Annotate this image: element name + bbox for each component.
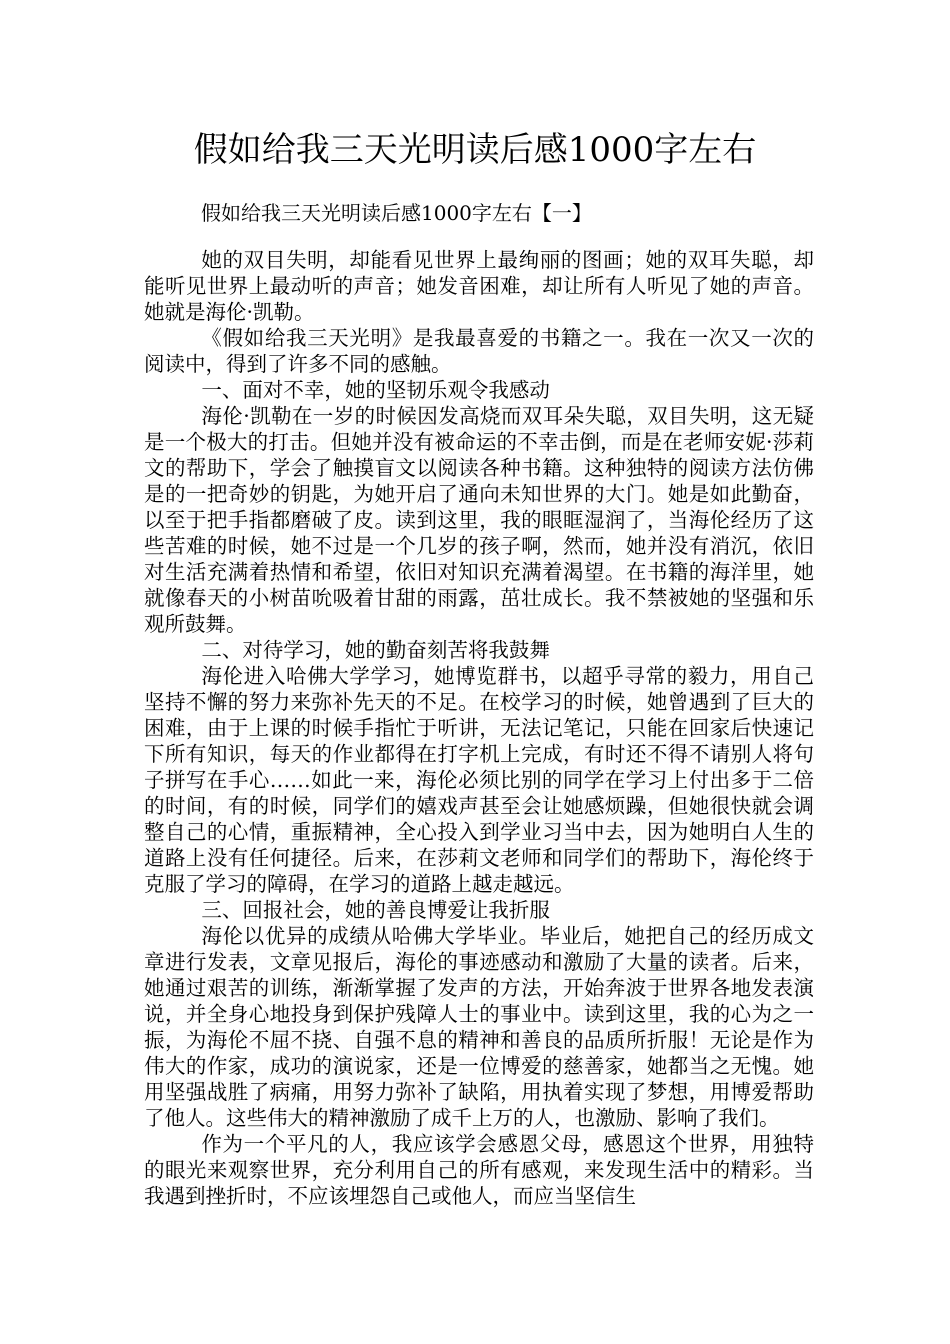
- paragraph-section-2: 海伦进入哈佛大学学习，她博览群书，以超乎寻常的毅力，用自己坚持不懈的努力来弥补先天的不足。在校学习的时候，她曾遇到了巨大的困难，由于上课的时候手指忙于听讲，无法记笔记，只能在回家后快速记下所有知识，每天的作业都得在打字机上完成，有时还不得不请别人将句子拼写在手心……如此一来，海伦必须比别的同学在学习上付出多于二倍的时间，有的时候，同学们的嬉戏声甚至会让她感烦躁，但她很快就会调整自己的心情，重振精神，全心投入到学业习当中去，因为她明白人生的道路上没有任何捷径。后来，在莎莉文老师和同学们的帮助下，海伦终于克服了学习的障碍，在学习的道路上越走越远。: [144, 664, 814, 896]
- document-body: [144, 247, 814, 1209]
- section-heading-3: 三、回报社会，她的善良博爱让我折服: [201, 898, 550, 922]
- section-heading-2: 二、对待学习，她的勤奋刻苦将我鼓舞: [201, 638, 550, 662]
- page-title: 假如给我三天光明读后感1000字左右: [193, 130, 757, 170]
- paragraph-section-3: 海伦以优异的成绩从哈佛大学毕业。毕业后，她把自己的经历成文章进行发表，文章见报后，海伦的事迹感动和激励了大量的读者。后来，她通过艰苦的训练，渐渐掌握了发声的方法，开始奔波于世界各地发表演说，并全身心地投身到保护残障人士的事业中。读到这里，我的心为之一振，为海伦不屈不挠、自强不息的精神和善良的品质所折服！无论是作为伟大的作家，成功的演说家，还是一位博爱的慈善家，她都当之无愧。她用坚强战胜了病痛，用努力弥补了缺陷，用执着实现了梦想，用博爱帮助了他人。这些伟大的精神激励了成千上万的人，也激励、影响了我们。: [144, 924, 814, 1130]
- paragraph-favorite-book: 《假如给我三天光明》是我最喜爱的书籍之一。我在一次又一次的阅读中，得到了许多不同的感触。: [144, 326, 814, 376]
- paragraph-conclusion: 作为一个平凡的人，我应该学会感恩父母，感恩这个世界，用独特的眼光来观察世界，充分利用自己的所有感观，来发现生活中的精彩。当我遇到挫折时，不应该埋怨自己或他人，而应当坚信生: [144, 1132, 814, 1208]
- section-subtitle: 假如给我三天光明读后感1000字左右【一】: [201, 201, 592, 225]
- paragraph-section-1: 海伦·凯勒在一岁的时候因发高烧而双耳朵失聪，双目失明，这无疑是一个极大的打击。但她并没有被命运的不幸击倒，而是在老师安妮·莎莉文的帮助下，学会了触摸盲文以阅读各种书籍。这种独特的阅读方法仿佛是的一把奇妙的钥匙，为她开启了通向未知世界的大门。她是如此勤奋，以至于把手指都磨破了皮。读到这里，我的眼眶湿润了，当海伦经历了这些苦难的时候，她不过是一个几岁的孩子啊，然而，她并没有消沉，依旧对生活充满着热情和希望，依旧对知识充满着渴望。在书籍的海洋里，她就像春天的小树苗吮吸着甘甜的雨露，茁壮成长。我不禁被她的坚强和乐观所鼓舞。: [144, 404, 814, 636]
- paragraph-intro: 她的双目失明，却能看见世界上最绚丽的图画；她的双耳失聪，却能听见世界上最动听的声音；她发音困难，却让所有人听见了她的声音。她就是海伦·凯勒。: [144, 248, 814, 324]
- section-heading-1: 一、面对不幸，她的坚韧乐观令我感动: [201, 378, 550, 402]
